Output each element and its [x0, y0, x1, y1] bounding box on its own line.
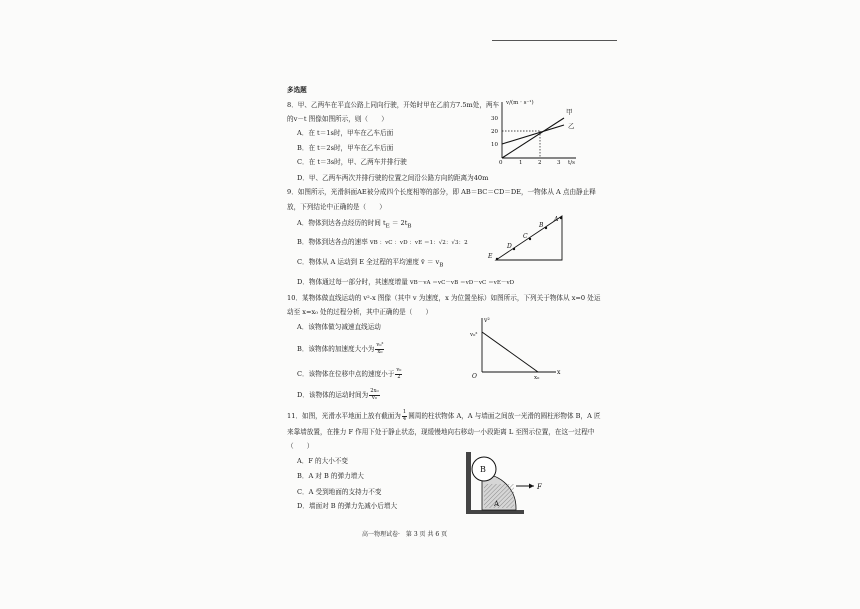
q8-y-axis-label: v/(m · s⁻¹)	[506, 100, 534, 106]
q8-xtick-2: 2	[538, 160, 542, 166]
q10-stem-line2: 动至 x=x₀ 处的过程分析，其中正确的是（ ）	[287, 308, 433, 316]
q9-label-b: B	[539, 222, 544, 229]
q11-label-b: B	[480, 465, 486, 474]
q10-y0-label: v₀²	[470, 332, 478, 338]
q9-incline-triangle	[496, 216, 562, 260]
scan-artifact-line	[492, 40, 617, 41]
q11-force-arrowhead	[529, 484, 534, 489]
q9-option-d	[297, 278, 514, 287]
q9-label-d: D	[507, 243, 512, 250]
q10-option-a: A．该物体做匀减速直线运动	[297, 323, 381, 331]
q10-stem-line1: 10．某物体做直线运动的 v²-x 图像（其中 v 为速度，x 为位置坐标）如图所示，下列关于物体从 x=0 处运	[287, 294, 601, 302]
q9-d-p4: B ＝v	[454, 280, 469, 286]
q8-stem-prefix: 的	[287, 115, 294, 123]
q9-incline-figure	[484, 214, 574, 266]
q10-c-fraction	[395, 368, 402, 380]
q8-ytick-30: 30	[491, 116, 498, 122]
q8-xtick-1: 1	[519, 160, 523, 166]
q8-option-b: B．在 t＝2s时，甲车在乙车后面	[297, 144, 394, 152]
q9-a-sub-e: E	[385, 223, 390, 230]
q8-vt-graph	[484, 100, 584, 168]
q9-c-sub: B	[439, 262, 444, 269]
q9-d-p6: C ＝v	[482, 280, 497, 286]
q10-option-d	[297, 389, 381, 401]
q9-option-a	[297, 219, 412, 230]
q9-b-part3: D ：v	[403, 240, 419, 246]
q9-stem-line1: 9．如图所示，光滑斜面AE被分成四个长度相等的部分，即 AB＝BC＝CD＝DE，一物体从 A 点由静止释	[287, 188, 596, 196]
q9-d-p7: E－v	[496, 280, 510, 286]
q10-v2x-graph	[468, 316, 563, 381]
q11-option-c: C．A 受到地面的支持力不变	[297, 488, 382, 496]
q9-label-c: C	[523, 233, 528, 240]
q11-stem-den: 4	[402, 415, 407, 422]
q9-d-p2: A ＝v	[426, 280, 442, 286]
q9-b-part2: C ：v	[388, 240, 404, 246]
q10-origin-label: O	[472, 373, 477, 380]
section-heading: 多选题	[287, 86, 307, 94]
q9-point-d	[513, 248, 515, 250]
q10-b-text: B．该物体的加速度大小为	[297, 345, 375, 354]
q9-stem-line2: 放，下列结论中正确的是（ ）	[287, 203, 386, 211]
q11-wall	[466, 452, 471, 512]
q9-a-sub-b: B	[407, 223, 412, 230]
q9-d-p5: D－v	[468, 280, 483, 286]
q10-option-c	[297, 368, 403, 380]
q8-xtick-0: 0	[499, 160, 503, 166]
q10-graph-line	[482, 332, 538, 372]
q8-stem-line2	[287, 115, 388, 123]
q11-wall-figure	[458, 450, 548, 520]
q10-option-b	[297, 343, 385, 355]
q11-stem-a: 11．如图，光滑水平地面上放有截面为	[287, 412, 401, 421]
q10-y-label: v²	[484, 317, 490, 324]
q10-d-num: 2x₀	[370, 388, 379, 394]
q8-x-axis-label: t/s	[568, 160, 575, 166]
q10-c-text: C．该物体在位移中点的速度小于	[297, 370, 395, 379]
q9-point-e	[496, 258, 498, 260]
q8-option-c: C．在 t＝3s时，甲、乙两车并排行驶	[297, 158, 407, 166]
page-footer: 高一物理试卷· 第 3 页 共 6 页	[362, 531, 448, 538]
q11-option-d: D．墙面对 B 的弹力先减小后增大	[297, 502, 398, 510]
q9-option-b	[297, 238, 468, 247]
q10-b-den: x₀	[377, 348, 383, 355]
q11-label-f: F	[537, 483, 542, 491]
q11-floor	[466, 510, 524, 514]
q9-point-a	[560, 217, 562, 219]
q8-label-yi: 乙	[568, 122, 575, 130]
q10-x-label: x	[557, 369, 561, 376]
q10-c-den: 2	[397, 373, 401, 380]
q9-b-part1: B ：v	[373, 240, 389, 246]
q10-b-fraction	[375, 343, 384, 355]
q10-c-num: v₀	[396, 367, 402, 373]
q8-option-d: D．甲、乙两车两次并排行驶的位置之间沿公路方向的距离为40m	[297, 174, 489, 182]
q11-stem-line3: （ ）	[287, 442, 314, 450]
q10-x0-label: x₀	[534, 375, 540, 381]
q11-stem-line1	[287, 410, 601, 422]
q9-option-c	[297, 258, 443, 269]
q10-d-text: D．该物体的运动时间为	[297, 391, 369, 400]
q8-option-a: A．在 t＝1s时，甲车在乙车后面	[297, 129, 394, 137]
q8-ytick-20: 20	[491, 129, 498, 135]
q9-d-p3: C－v	[441, 280, 455, 286]
q8-line-jia	[502, 118, 564, 158]
q11-stem-num: 1	[402, 409, 407, 415]
q9-d-text: D．物体通过每一部分时，其速度增量 v	[297, 278, 414, 286]
q9-b-part4: E ＝1：√2：√3：2	[418, 240, 468, 246]
q10-d-fraction	[369, 389, 379, 401]
q8-stem-line1: 8．甲、乙两车在平直公路上同向行驶，开始时甲在乙前方7.5m处，两车	[287, 101, 500, 109]
q11-label-a: A	[494, 500, 500, 508]
q9-a-text: A．物体到达各点经历的时间 t	[297, 219, 386, 227]
q9-point-b	[545, 227, 547, 229]
q11-option-a: A．F 的大小不变	[297, 457, 348, 465]
q9-label-e: E	[488, 253, 493, 260]
q8-xtick-3: 3	[557, 160, 561, 166]
q8-line-yi	[502, 125, 564, 144]
q11-stem-line2: 来靠墙放置，在推力 F 作用下处于静止状态，现缓慢地向右移动一小段距离 L 至图示位置，在这一过程中	[287, 428, 595, 436]
q9-c-text: C．物体从 A 运动到 E 全过程的平均速度 v̄ ＝ v	[297, 258, 440, 266]
q9-point-c	[529, 238, 531, 240]
q9-b-text: B．物体到达各点的速率 v	[297, 238, 374, 246]
q9-a-mid: ＝ 2t	[389, 219, 408, 227]
q9-d-p8: D	[509, 280, 515, 286]
q9-label-a: A	[554, 216, 559, 223]
q11-stem-b: 圆周的柱状物体 A，A 与墙面之间放一光滑的圆柱形物体 B，A 匠	[408, 412, 601, 421]
q8-stem-rest: v－t 图像如图所示，则（ ）	[293, 115, 388, 123]
q10-b-num: v₀²	[376, 342, 384, 348]
q10-d-den: v₀	[371, 394, 377, 401]
q8-label-jia: 甲	[566, 108, 573, 116]
q11-stem-fraction	[402, 410, 407, 422]
q9-d-p1: B－v	[413, 280, 427, 286]
q11-option-b: B．A 对 B 的弹力增大	[297, 472, 364, 480]
q8-ytick-10: 10	[491, 142, 498, 148]
